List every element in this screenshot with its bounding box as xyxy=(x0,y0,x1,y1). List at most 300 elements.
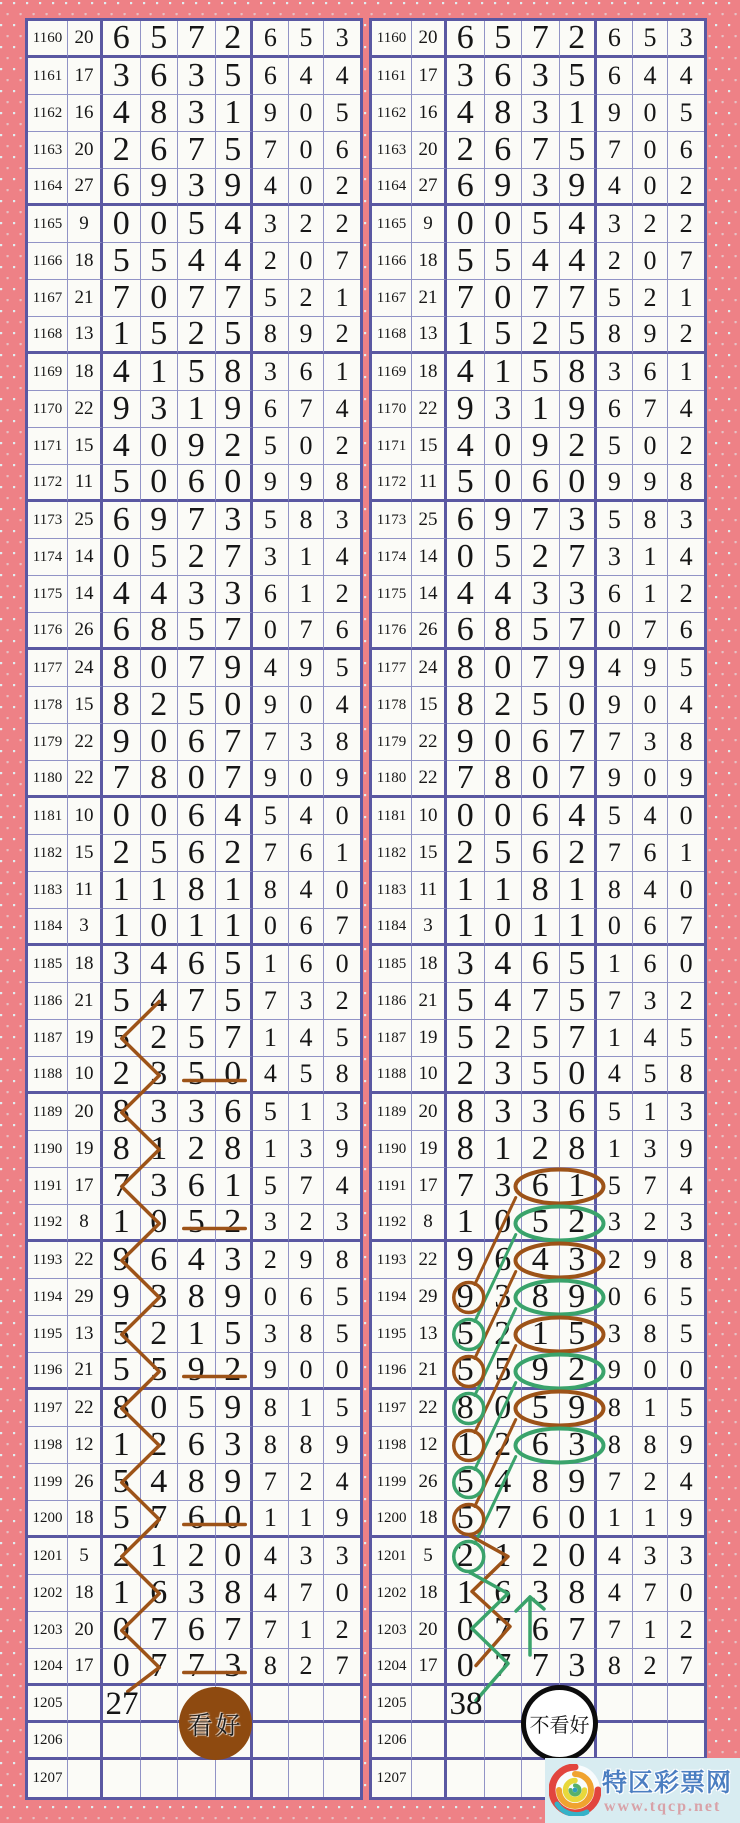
main-digit-cell: 3 xyxy=(485,1279,523,1316)
extra-digit-cell: 4 xyxy=(253,1057,289,1094)
extra-digit-cell: 0 xyxy=(324,1575,360,1612)
table-row xyxy=(372,835,704,872)
period-cell: 1161 xyxy=(372,58,412,95)
main-digit-cell: 5 xyxy=(103,243,141,280)
period-cell: 1197 xyxy=(372,1390,412,1427)
extra-digit-cell: 7 xyxy=(597,1464,633,1501)
extra-digit-cell: 6 xyxy=(289,946,325,983)
extra-digit-cell: 7 xyxy=(597,835,633,872)
main-digit-cell: 3 xyxy=(485,1168,523,1205)
main-digit-cell: 5 xyxy=(141,1353,179,1390)
main-digit-cell: 7 xyxy=(178,650,216,687)
main-digit-cell: 9 xyxy=(560,650,598,687)
extra-digit-cell: 1 xyxy=(253,1501,289,1538)
extra-digit-cell: 4 xyxy=(289,798,325,835)
main-digit-cell: 7 xyxy=(216,1612,254,1649)
period-cell: 1179 xyxy=(372,724,412,761)
extra-digit-cell: 7 xyxy=(597,983,633,1020)
main-digit-cell: 6 xyxy=(141,1575,179,1612)
sum-cell: 16 xyxy=(68,95,103,132)
table-row xyxy=(372,465,704,502)
main-digit-cell xyxy=(141,1686,179,1723)
period-cell: 1171 xyxy=(372,428,412,465)
period-cell: 1187 xyxy=(372,1020,412,1057)
period-cell: 1199 xyxy=(28,1464,68,1501)
sum-cell xyxy=(68,1686,103,1723)
extra-digit-cell: 6 xyxy=(597,58,633,95)
extra-digit-cell: 4 xyxy=(668,58,704,95)
main-digit-cell: 3 xyxy=(141,1057,179,1094)
sum-cell: 14 xyxy=(412,576,447,613)
main-digit-cell: 7 xyxy=(522,21,560,58)
main-digit-cell: 4 xyxy=(141,1464,179,1501)
main-digit-cell: 7 xyxy=(560,761,598,798)
main-digit-cell: 1 xyxy=(447,872,485,909)
table-row xyxy=(28,798,360,835)
extra-digit-cell: 4 xyxy=(289,58,325,95)
table-row xyxy=(372,724,704,761)
table-row xyxy=(372,946,704,983)
extra-digit-cell: 0 xyxy=(633,243,669,280)
extra-digit-cell: 8 xyxy=(289,1427,325,1464)
main-digit-cell: 8 xyxy=(447,1131,485,1168)
extra-digit-cell: 5 xyxy=(668,1390,704,1427)
period-cell: 1182 xyxy=(372,835,412,872)
extra-digit-cell: 8 xyxy=(253,317,289,354)
extra-digit-cell: 8 xyxy=(597,1427,633,1464)
table-row xyxy=(28,317,360,354)
main-digit-cell: 9 xyxy=(560,169,598,206)
extra-digit-cell: 6 xyxy=(253,58,289,95)
main-digit-cell: 0 xyxy=(141,465,179,502)
sum-cell: 19 xyxy=(412,1131,447,1168)
main-digit-cell: 7 xyxy=(522,1649,560,1686)
period-cell: 1202 xyxy=(28,1575,68,1612)
table-row xyxy=(372,317,704,354)
main-digit-cell: 6 xyxy=(178,946,216,983)
extra-digit-cell: 8 xyxy=(668,1242,704,1279)
extra-digit-cell: 9 xyxy=(597,761,633,798)
main-digit-cell: 0 xyxy=(447,539,485,576)
table-row xyxy=(372,1242,704,1279)
table-row xyxy=(28,1612,360,1649)
main-digit-cell: 2 xyxy=(560,1353,598,1390)
extra-digit-cell: 7 xyxy=(324,1649,360,1686)
main-digit-cell: 5 xyxy=(141,243,179,280)
main-digit-cell: 0 xyxy=(560,1057,598,1094)
sum-cell: 18 xyxy=(412,946,447,983)
period-cell: 1165 xyxy=(372,206,412,243)
extra-digit-cell: 5 xyxy=(253,280,289,317)
extra-digit-cell: 0 xyxy=(633,428,669,465)
main-digit-cell: 6 xyxy=(178,1427,216,1464)
main-digit-cell: 5 xyxy=(522,1205,560,1242)
extra-digit-cell: 3 xyxy=(324,1094,360,1131)
main-digit-cell: 2 xyxy=(522,317,560,354)
main-digit-cell: 0 xyxy=(485,650,523,687)
period-cell: 1204 xyxy=(372,1649,412,1686)
extra-digit-cell: 2 xyxy=(324,983,360,1020)
main-digit-cell: 2 xyxy=(447,132,485,169)
table-row xyxy=(372,1575,704,1612)
main-digit-cell: 0 xyxy=(522,761,560,798)
main-digit-cell: 5 xyxy=(178,1390,216,1427)
sum-cell: 22 xyxy=(68,1242,103,1279)
sum-cell: 26 xyxy=(68,613,103,650)
main-digit-cell: 5 xyxy=(522,613,560,650)
verdict-stamp-favor: 看好 xyxy=(179,1687,252,1760)
main-digit-cell: 9 xyxy=(103,724,141,761)
extra-digit-cell: 7 xyxy=(633,1575,669,1612)
extra-digit-cell: 5 xyxy=(668,650,704,687)
sum-cell: 9 xyxy=(68,206,103,243)
extra-digit-cell: 8 xyxy=(597,1390,633,1427)
main-digit-cell: 5 xyxy=(447,983,485,1020)
sum-cell: 29 xyxy=(412,1279,447,1316)
extra-digit-cell: 2 xyxy=(253,1242,289,1279)
extra-digit-cell xyxy=(289,1723,325,1760)
main-digit-cell: 9 xyxy=(103,1279,141,1316)
main-digit-cell: 0 xyxy=(141,206,179,243)
table-row xyxy=(372,132,704,169)
main-digit-cell: 1 xyxy=(447,1427,485,1464)
extra-digit-cell: 8 xyxy=(253,1390,289,1427)
main-digit-cell: 5 xyxy=(560,317,598,354)
extra-digit-cell: 4 xyxy=(597,650,633,687)
extra-digit-cell: 3 xyxy=(597,539,633,576)
table-row xyxy=(28,1168,360,1205)
extra-digit-cell: 3 xyxy=(597,354,633,391)
period-cell: 1195 xyxy=(372,1316,412,1353)
extra-digit-cell: 9 xyxy=(633,650,669,687)
period-cell: 1206 xyxy=(372,1723,412,1760)
period-cell: 1160 xyxy=(28,21,68,58)
main-digit-cell: 4 xyxy=(485,946,523,983)
main-digit-cell: 4 xyxy=(103,354,141,391)
extra-digit-cell xyxy=(289,1760,325,1797)
main-digit-cell: 7 xyxy=(560,724,598,761)
extra-digit-cell: 8 xyxy=(668,724,704,761)
main-digit-cell: 0 xyxy=(141,909,179,946)
main-digit-cell: 8 xyxy=(216,1131,254,1168)
extra-digit-cell: 6 xyxy=(633,354,669,391)
main-digit-cell: 8 xyxy=(485,613,523,650)
main-digit-cell: 6 xyxy=(141,1242,179,1279)
main-digit-cell: 7 xyxy=(141,1501,179,1538)
extra-digit-cell: 1 xyxy=(253,1020,289,1057)
period-cell: 1196 xyxy=(372,1353,412,1390)
main-digit-cell: 5 xyxy=(103,1501,141,1538)
extra-digit-cell: 8 xyxy=(597,872,633,909)
main-digit-cell: 2 xyxy=(216,1353,254,1390)
extra-digit-cell: 5 xyxy=(633,1057,669,1094)
extra-digit-cell: 7 xyxy=(253,724,289,761)
extra-digit-cell: 9 xyxy=(633,317,669,354)
table-row xyxy=(28,1353,360,1390)
main-digit-cell: 6 xyxy=(178,1501,216,1538)
extra-digit-cell: 4 xyxy=(253,1538,289,1575)
main-digit-cell: 6 xyxy=(522,835,560,872)
main-digit-cell: 9 xyxy=(560,1279,598,1316)
main-digit-cell: 3 xyxy=(560,1427,598,1464)
trend-table-right xyxy=(369,18,707,1800)
main-digit-cell: 3 xyxy=(485,1094,523,1131)
extra-digit-cell: 9 xyxy=(253,465,289,502)
main-digit-cell: 3 xyxy=(216,576,254,613)
main-digit-cell: 5 xyxy=(141,539,179,576)
main-digit-cell xyxy=(447,1760,485,1797)
main-digit-cell: 8 xyxy=(560,1575,598,1612)
extra-digit-cell: 5 xyxy=(668,95,704,132)
main-digit-cell: 0 xyxy=(216,687,254,724)
main-digit-cell: 5 xyxy=(522,1057,560,1094)
sum-cell: 19 xyxy=(68,1131,103,1168)
period-cell: 1180 xyxy=(372,761,412,798)
main-digit-cell: 0 xyxy=(485,909,523,946)
extra-digit-cell: 9 xyxy=(289,317,325,354)
period-cell: 1207 xyxy=(28,1760,68,1797)
main-digit-cell: 1 xyxy=(447,909,485,946)
table-row xyxy=(372,206,704,243)
extra-digit-cell: 2 xyxy=(668,206,704,243)
extra-digit-cell: 5 xyxy=(253,428,289,465)
main-digit-cell: 5 xyxy=(560,1316,598,1353)
extra-digit-cell: 4 xyxy=(253,169,289,206)
main-digit-cell: 4 xyxy=(522,1242,560,1279)
main-digit-cell: 7 xyxy=(178,502,216,539)
sum-cell: 5 xyxy=(68,1538,103,1575)
main-digit-cell: 3 xyxy=(522,576,560,613)
extra-digit-cell: 3 xyxy=(289,724,325,761)
period-cell: 1162 xyxy=(372,95,412,132)
extra-digit-cell: 6 xyxy=(633,1279,669,1316)
extra-digit-cell: 5 xyxy=(597,428,633,465)
main-digit-cell: 0 xyxy=(485,798,523,835)
main-digit-cell: 6 xyxy=(447,502,485,539)
extra-digit-cell: 8 xyxy=(289,502,325,539)
main-digit-cell: 0 xyxy=(485,206,523,243)
site-watermark[interactable] xyxy=(545,1758,740,1823)
table-row xyxy=(28,169,360,206)
sum-cell: 13 xyxy=(412,1316,447,1353)
main-digit-cell: 8 xyxy=(103,1131,141,1168)
main-digit-cell: 4 xyxy=(560,798,598,835)
main-digit-cell: 5 xyxy=(447,1464,485,1501)
extra-digit-cell: 0 xyxy=(253,613,289,650)
main-digit-cell: 7 xyxy=(560,613,598,650)
extra-digit-cell: 3 xyxy=(289,983,325,1020)
main-digit-cell: 6 xyxy=(178,1168,216,1205)
main-digit-cell: 6 xyxy=(141,132,179,169)
main-digit-cell: 9 xyxy=(560,1464,598,1501)
extra-digit-cell: 4 xyxy=(633,58,669,95)
period-cell: 1167 xyxy=(28,280,68,317)
main-digit-cell: 3 xyxy=(141,1279,179,1316)
table-row xyxy=(372,761,704,798)
main-digit-cell: 5 xyxy=(216,983,254,1020)
extra-digit-cell: 1 xyxy=(289,576,325,613)
period-cell: 1205 xyxy=(372,1686,412,1723)
main-digit-cell: 6 xyxy=(141,58,179,95)
period-cell: 1167 xyxy=(372,280,412,317)
sum-cell: 19 xyxy=(412,1020,447,1057)
table-row xyxy=(372,243,704,280)
table-row xyxy=(28,1020,360,1057)
extra-digit-cell: 9 xyxy=(324,761,360,798)
main-digit-cell: 5 xyxy=(178,354,216,391)
period-cell: 1193 xyxy=(28,1242,68,1279)
period-cell: 1187 xyxy=(28,1020,68,1057)
extra-digit-cell: 0 xyxy=(289,761,325,798)
extra-digit-cell: 5 xyxy=(324,1390,360,1427)
table-row xyxy=(28,1390,360,1427)
main-digit-cell xyxy=(141,1723,179,1760)
main-digit-cell: 8 xyxy=(485,95,523,132)
sum-cell: 22 xyxy=(412,1390,447,1427)
extra-digit-cell: 4 xyxy=(633,872,669,909)
main-digit-cell: 7 xyxy=(216,724,254,761)
extra-digit-cell: 2 xyxy=(633,1649,669,1686)
table-row xyxy=(28,1649,360,1686)
sum-cell: 15 xyxy=(412,835,447,872)
extra-digit-cell: 0 xyxy=(289,428,325,465)
main-digit-cell: 7 xyxy=(447,761,485,798)
extra-digit-cell: 6 xyxy=(668,132,704,169)
sum-cell: 18 xyxy=(412,243,447,280)
main-digit-cell: 1 xyxy=(485,1538,523,1575)
period-cell: 1172 xyxy=(28,465,68,502)
main-digit-cell: 0 xyxy=(141,1205,179,1242)
period-cell: 1181 xyxy=(28,798,68,835)
sum-cell: 15 xyxy=(68,835,103,872)
extra-digit-cell: 7 xyxy=(668,909,704,946)
main-digit-cell: 2 xyxy=(141,1427,179,1464)
main-digit-cell: 7 xyxy=(485,1501,523,1538)
extra-digit-cell xyxy=(324,1723,360,1760)
main-digit-cell: 0 xyxy=(141,650,179,687)
sum-cell: 22 xyxy=(68,391,103,428)
main-digit-cell: 1 xyxy=(103,909,141,946)
extra-digit-cell: 9 xyxy=(633,1242,669,1279)
extra-digit-cell: 9 xyxy=(633,465,669,502)
extra-digit-cell: 4 xyxy=(324,1168,360,1205)
main-digit-cell: 8 xyxy=(178,872,216,909)
extra-digit-cell: 8 xyxy=(253,872,289,909)
extra-digit-cell: 7 xyxy=(633,391,669,428)
extra-digit-cell: 1 xyxy=(633,1094,669,1131)
main-digit-cell: 6 xyxy=(178,835,216,872)
extra-digit-cell: 6 xyxy=(289,835,325,872)
period-cell: 1206 xyxy=(28,1723,68,1760)
extra-digit-cell: 1 xyxy=(668,280,704,317)
table-row xyxy=(28,58,360,95)
extra-digit-cell xyxy=(597,1686,633,1723)
main-digit-cell: 0 xyxy=(485,465,523,502)
period-cell: 1168 xyxy=(28,317,68,354)
main-digit-cell: 6 xyxy=(522,465,560,502)
main-digit-cell: 8 xyxy=(447,1390,485,1427)
table-row xyxy=(28,983,360,1020)
period-cell: 1180 xyxy=(28,761,68,798)
extra-digit-cell: 3 xyxy=(324,502,360,539)
sum-cell: 21 xyxy=(68,280,103,317)
extra-digit-cell: 1 xyxy=(597,1020,633,1057)
period-cell: 1185 xyxy=(372,946,412,983)
extra-digit-cell: 6 xyxy=(289,1279,325,1316)
main-digit-cell: 7 xyxy=(141,1649,179,1686)
main-digit-cell: 7 xyxy=(216,613,254,650)
main-digit-cell: 5 xyxy=(103,1464,141,1501)
extra-digit-cell: 8 xyxy=(253,1649,289,1686)
main-digit-cell: 7 xyxy=(447,1168,485,1205)
main-digit-cell: 6 xyxy=(522,724,560,761)
extra-digit-cell: 4 xyxy=(253,650,289,687)
main-digit-cell: 3 xyxy=(447,58,485,95)
main-digit-cell: 3 xyxy=(216,1242,254,1279)
main-digit-cell: 1 xyxy=(103,872,141,909)
main-digit-cell: 3 xyxy=(178,95,216,132)
sum-cell: 20 xyxy=(412,21,447,58)
main-digit-cell: 2 xyxy=(447,835,485,872)
main-digit-cell: 3 xyxy=(447,946,485,983)
main-digit-cell: 0 xyxy=(178,761,216,798)
main-digit-cell: 5 xyxy=(522,1390,560,1427)
extra-digit-cell: 3 xyxy=(253,354,289,391)
extra-digit-cell: 3 xyxy=(633,1131,669,1168)
sum-cell: 13 xyxy=(68,317,103,354)
table-row xyxy=(28,132,360,169)
verdict-stamp-not-favor: 不看好 xyxy=(521,1685,598,1762)
main-digit-cell: 7 xyxy=(178,983,216,1020)
table-row xyxy=(28,576,360,613)
table-row xyxy=(372,391,704,428)
period-cell: 1183 xyxy=(28,872,68,909)
sum-cell: 20 xyxy=(68,1094,103,1131)
main-digit-cell: 4 xyxy=(141,983,179,1020)
main-digit-cell: 8 xyxy=(103,1390,141,1427)
extra-digit-cell: 4 xyxy=(324,58,360,95)
main-digit-cell: 0 xyxy=(141,1390,179,1427)
period-cell: 1189 xyxy=(372,1094,412,1131)
main-digit-cell: 1 xyxy=(141,872,179,909)
extra-digit-cell: 5 xyxy=(253,798,289,835)
main-digit-cell: 5 xyxy=(216,132,254,169)
main-digit-cell xyxy=(103,1760,141,1797)
period-cell: 1204 xyxy=(28,1649,68,1686)
main-digit-cell: 0 xyxy=(485,280,523,317)
main-digit-cell: 5 xyxy=(522,206,560,243)
extra-digit-cell: 4 xyxy=(633,798,669,835)
extra-digit-cell: 7 xyxy=(324,243,360,280)
table-row xyxy=(28,465,360,502)
extra-digit-cell: 6 xyxy=(324,132,360,169)
extra-digit-cell: 0 xyxy=(324,946,360,983)
main-digit-cell xyxy=(178,1760,216,1797)
main-digit-cell: 1 xyxy=(103,1205,141,1242)
table-row xyxy=(372,576,704,613)
sum-cell: 11 xyxy=(68,872,103,909)
main-digit-cell: 3 xyxy=(178,1575,216,1612)
period-cell: 1163 xyxy=(372,132,412,169)
main-digit-cell: 4 xyxy=(447,354,485,391)
extra-digit-cell: 8 xyxy=(324,724,360,761)
main-digit-cell: 7 xyxy=(216,539,254,576)
main-digit-cell: 6 xyxy=(103,21,141,58)
extra-digit-cell: 1 xyxy=(633,539,669,576)
extra-digit-cell: 3 xyxy=(597,1316,633,1353)
main-digit-cell: 1 xyxy=(103,1427,141,1464)
extra-digit-cell: 7 xyxy=(597,724,633,761)
